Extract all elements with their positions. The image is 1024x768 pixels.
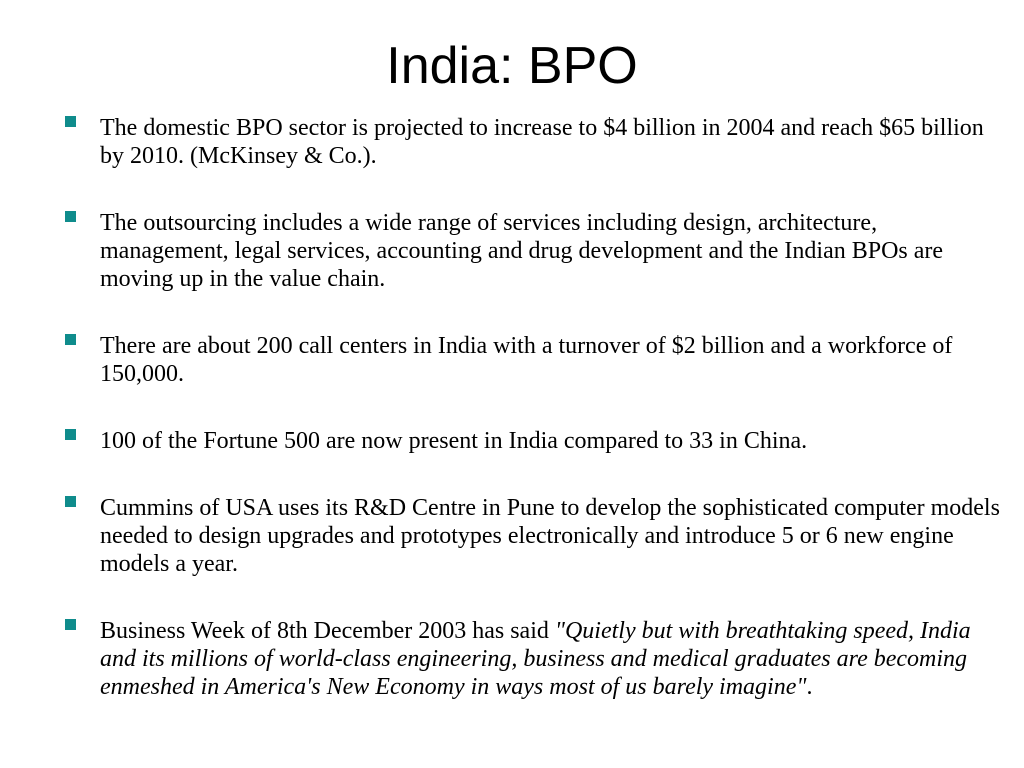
bullet-item bbox=[62, 494, 1002, 578]
bullet-item bbox=[62, 209, 1002, 293]
square-bullet-icon bbox=[65, 211, 76, 222]
bullet-item bbox=[62, 332, 1002, 388]
bullet-text: 100 of the Fortune 500 are now present in India compared to 33 in China. bbox=[100, 428, 808, 454]
bullet-item bbox=[62, 114, 1002, 170]
bullet-list bbox=[62, 114, 1002, 701]
square-bullet-icon bbox=[65, 429, 76, 440]
bullet-item bbox=[62, 617, 1002, 701]
bullet-item bbox=[62, 427, 1002, 455]
square-bullet-icon bbox=[65, 334, 76, 345]
slide-title: India: BPO bbox=[386, 37, 638, 95]
square-bullet-icon bbox=[65, 619, 76, 630]
square-bullet-icon bbox=[65, 116, 76, 127]
square-bullet-icon bbox=[65, 496, 76, 507]
business-week-quote: "Quietly but with breathtaking speed, India and its millions of world-class engineering, business and medical graduates are becoming enmeshed in America's New Economy in ways most of us barely imagine" bbox=[100, 618, 971, 700]
bullet-text: There are about 200 call centers in India with a turnover of $2 billion and a workforce of 150,000. bbox=[100, 333, 953, 387]
bullet-text: The outsourcing includes a wide range of services including design, architecture, management, legal services, accounting and drug development and the Indian BPOs are moving up in the value chain. bbox=[100, 210, 944, 292]
bullet-text: The domestic BPO sector is projected to increase to $4 billion in 2004 and reach $65 billion by 2010. (McKinsey & Co.). bbox=[100, 115, 984, 169]
bullet-text: Business Week of 8th December 2003 has said bbox=[100, 618, 555, 644]
bullet-end-period: . bbox=[806, 674, 813, 700]
bullet-text: Cummins of USA uses its R&D Centre in Pune to develop the sophisticated computer models needed to design upgrades and prototypes electronically and introduce 5 or 6 new engine models a year. bbox=[100, 495, 1000, 577]
